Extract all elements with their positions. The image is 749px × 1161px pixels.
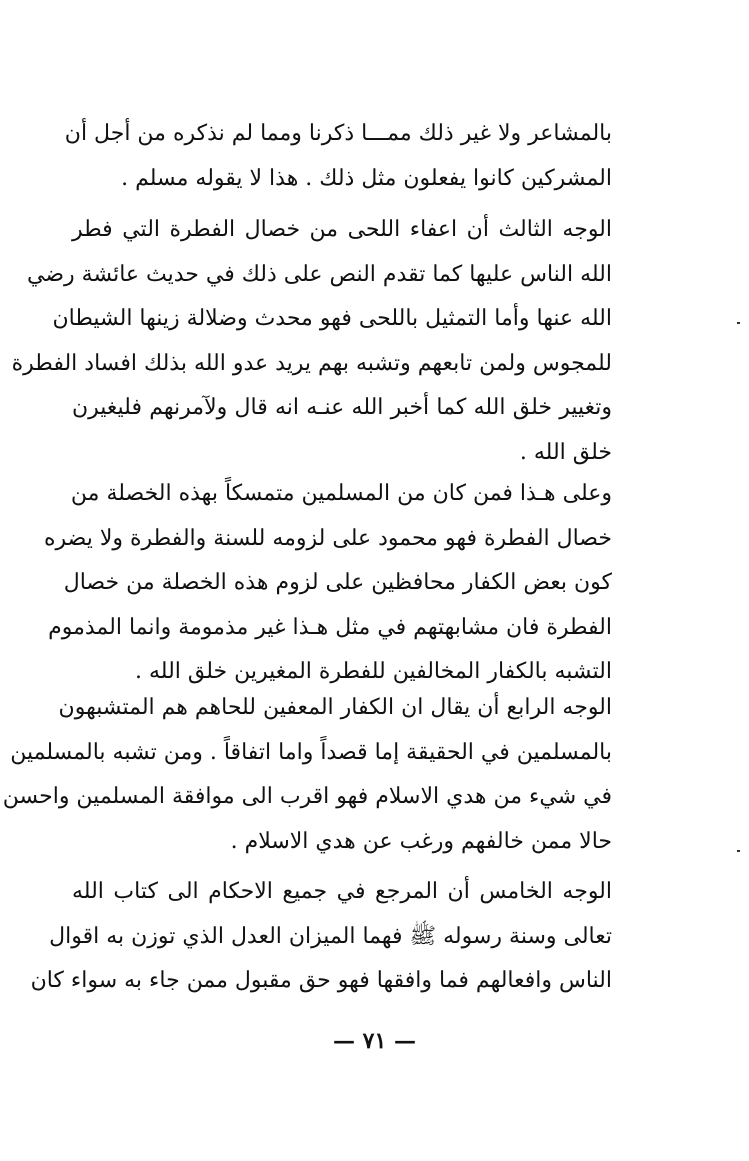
- paragraph-1: [64, 112, 612, 201]
- text-line: وتغيير خلق الله كما أخبر الله عنـه انه قال ولآمرنهم فليغيرن: [72, 395, 612, 420]
- margin-mark: [737, 850, 740, 852]
- paragraph-2: [11, 208, 612, 475]
- text-line: بالمشاعر ولا غير ذلك ممـــا ذكرنا ومما لم نذكره من أجل أن: [64, 121, 612, 146]
- text-line: الفطرة فان مشابهتهم في مثل هـذا غير مذمومة وانما المذموم: [48, 614, 612, 640]
- text-line: خلق الله .: [519, 439, 612, 465]
- margin-mark: [737, 322, 740, 324]
- text-line: تعالى وسنة رسوله ﷺ فهما الميزان العدل الذي توزن به اقوال: [49, 923, 612, 949]
- text-line: المشركين كانوا يفعلون مثل ذلك . هذا لا يقوله مسلم .: [121, 165, 612, 191]
- paragraph-5: [30, 870, 612, 1004]
- paragraph-4: [2, 686, 612, 864]
- text-line: الناس وافعالهم فما وافقها فهو حق مقبول ممن جاء به سواء كان: [30, 968, 612, 993]
- text-line: بالمسلمين في الحقيقة إما قصداً واما اتفاقاً . ومن تشبه بالمسلمين: [10, 739, 612, 765]
- text-line: في شيء من هدي الاسلام فهو اقرب الى موافقة المسلمين واحسن: [2, 784, 612, 809]
- text-line: خصال الفطرة فهو محمود على لزومه للسنة والفطرة ولا يضره: [43, 525, 612, 551]
- paragraph-3: [43, 472, 612, 695]
- text-line: الوجه الخامس أن المرجع في جميع الاحكام الى كتاب الله: [72, 879, 612, 904]
- text-line: كون بعض الكفار محافظين على لزوم هذه الخصلة من خصال: [63, 570, 612, 595]
- text-line: الوجه الثالث أن اعفاء اللحى من خصال الفطرة التي فطر: [72, 217, 612, 242]
- text-line: حالا ممن خالفهم ورغب عن هدي الاسلام .: [230, 828, 612, 854]
- text-line: وعلى هـذا فمن كان من المسلمين متمسكاً بهذه الخصلة من: [70, 481, 612, 506]
- text-line: للمجوس ولمن تابعهم وتشبه بهم يريد عدو الله بذلك افساد الفطرة: [11, 350, 612, 376]
- text-line: الله الناس عليها كما تقدم النص على ذلك في حديث عائشة رضي: [27, 261, 612, 287]
- text-line: الله عنها وأما التمثيل باللحى فهو محدث وضلالة زينها الشيطان: [52, 306, 612, 331]
- page-number: — ٧١ —: [333, 1028, 416, 1054]
- text-line: التشبه بالكفار المخالفين للفطرة المغيرين خلق الله .: [135, 659, 612, 684]
- text-line: الوجه الرابع أن يقال ان الكفار المعفين للحاهم هم المتشبهون: [58, 695, 612, 720]
